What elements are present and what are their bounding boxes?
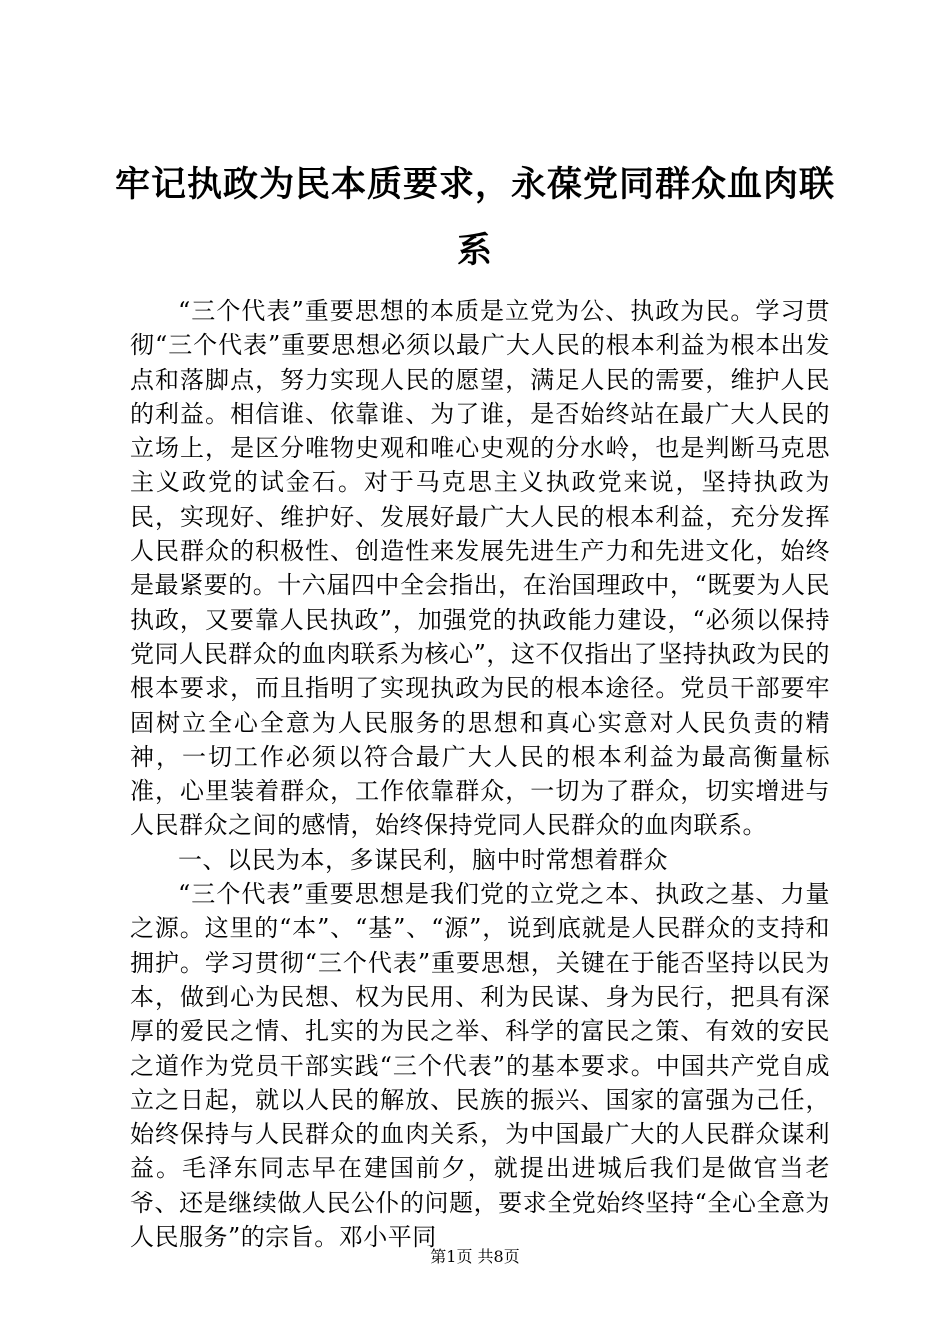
body-paragraph-2: “三个代表”重要思想是我们党的立党之本、执政之基、力量之源。这里的“本”、“基”、“源”，说到底就是人民群众的支持和拥护。学习贯彻“三个代表”重要思想，关键在于能否坚持以民为本，做到心为民想、权为民用、利为民谋、身为民行，把具有深厚的爱民之情、扎实的为民之举、科学的富民之策、有效的安民之道作为党员干部实践“三个代表”的基本要求。中国共产党自成立之日起，就以人民的解放、民族的振兴、国家的富强为己任，始终保持与人民群众的血肉关系，为中国最广大的人民群众谋利益。毛泽东同志早在建国前夕，就提出进城后我们是做官当老爷、还是继续做人民公仆的问题，要求全党始终坚持“全心全意为人民服务”的宗旨。邓小平同 xyxy=(130,880,830,1252)
document-body xyxy=(130,294,830,1254)
document-title: 牢记执政为民本质要求，永葆党同群众血肉联系 xyxy=(114,164,835,271)
body-paragraph-1: “三个代表”重要思想的本质是立党为公、执政为民。学习贯彻“三个代表”重要思想必须以最广大人民的根本利益为根本出发点和落脚点，努力实现人民的愿望，满足人民的需要，维护人民的利益。相信谁、依靠谁、为了谁，是否始终站在最广大人民的立场上，是区分唯物史观和唯心史观的分水岭，也是判断马克思主义政党的试金石。对于马克思主义执政党来说，坚持执政为民，实现好、维护好、发展好最广大人民的根本利益，充分发挥人民群众的积极性、创造性来发展先进生产力和先进文化，始终是最紧要的。十六届四中全会指出，在治国理政中，“既要为人民执政，又要靠人民执政”，加强党的执政能力建设，“必须以保持党同人民群众的血肉联系为核心”，这不仅指出了坚持执政为民的根本要求，而且指明了实现执政为民的根本途径。党员干部要牢固树立全心全意为人民服务的思想和真心实意对人民负责的精神，一切工作必须以符合最广大人民的根本利益为最高衡量标准，心里装着群众，工作依靠群众，一切为了群众，切实增进与人民群众之间的感情，始终保持党同人民群众的血肉联系。 xyxy=(130,297,830,840)
section-heading-1: 一、以民为本，多谋民利，脑中时常想着群众 xyxy=(178,845,668,874)
page-footer: 第1页 共8页 xyxy=(430,1247,520,1266)
